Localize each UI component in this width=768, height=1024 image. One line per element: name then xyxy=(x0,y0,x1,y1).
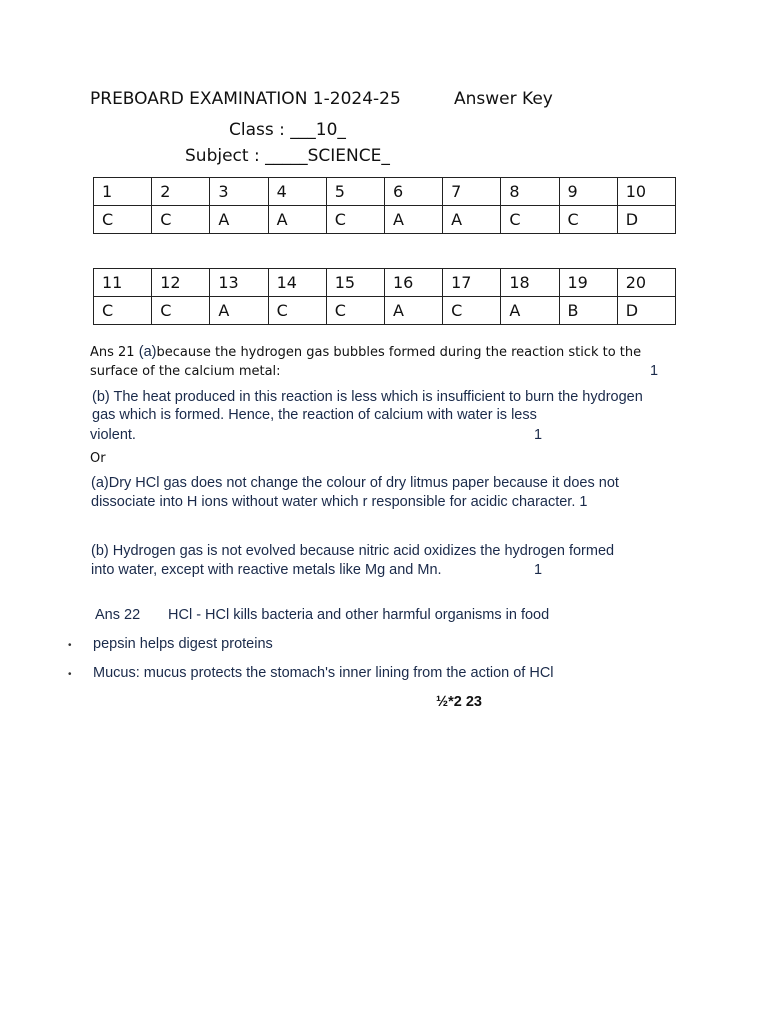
class-line: Class : ___10_ xyxy=(229,120,346,140)
answer-cell: B xyxy=(559,297,617,325)
ans21-b-line1: (b) The heat produced in this reaction is less which is insufficient to burn the hydrogen xyxy=(92,389,643,405)
ans21-a-mark: 1 xyxy=(650,363,659,379)
answer-cell: C xyxy=(152,297,210,325)
question-number: 10 xyxy=(617,178,675,206)
question-number: 4 xyxy=(268,178,326,206)
ans21-alt-b-line2: into water, except with reactive metals like Mg and Mn. xyxy=(91,562,442,578)
answer-cell: A xyxy=(384,206,442,234)
answer-key-label: Answer Key xyxy=(454,89,553,109)
ans21-a-line2: surface of the calcium metal: xyxy=(90,364,281,379)
answer-cell: C xyxy=(152,206,210,234)
ans21-b-line3: violent. xyxy=(90,427,136,443)
exam-title: PREBOARD EXAMINATION 1-2024-25 xyxy=(90,89,401,109)
question-number: 3 xyxy=(210,178,268,206)
question-number: 12 xyxy=(152,269,210,297)
question-number: 9 xyxy=(559,178,617,206)
answer-cell: C xyxy=(268,297,326,325)
subject-line: Subject : _____SCIENCE_ xyxy=(185,146,390,166)
question-number: 2 xyxy=(152,178,210,206)
ans22-bullet2: Mucus: mucus protects the stomach's inner lining from the action of HCl xyxy=(93,665,554,681)
answer-cell: A xyxy=(210,297,268,325)
question-number: 1 xyxy=(94,178,152,206)
question-number: 18 xyxy=(501,269,559,297)
ans21-b-mark: 1 xyxy=(534,427,543,443)
answer-cell: C xyxy=(501,206,559,234)
question-number: 19 xyxy=(559,269,617,297)
ans21-b-line2: gas which is formed. Hence, the reaction of calcium with water is less xyxy=(92,407,537,423)
question-number: 20 xyxy=(617,269,675,297)
answer-row xyxy=(94,206,676,234)
question-number: 6 xyxy=(384,178,442,206)
question-number: 17 xyxy=(443,269,501,297)
ans21-a-prefix: (a) xyxy=(138,344,157,360)
answer-row xyxy=(94,297,676,325)
answer-cell: D xyxy=(617,206,675,234)
or-separator: Or xyxy=(90,451,106,466)
answer-cell: A xyxy=(268,206,326,234)
ans22-label: Ans 22 xyxy=(95,607,141,623)
answer-cell: C xyxy=(559,206,617,234)
ans21-alt-a-line1: (a)Dry HCl gas does not change the colour of dry litmus paper because it does not xyxy=(91,475,619,491)
answer-cell: A xyxy=(501,297,559,325)
answer-cell: A xyxy=(443,206,501,234)
answer-cell: C xyxy=(326,297,384,325)
answer-cell: C xyxy=(326,206,384,234)
ans21-alt-a-line2: dissociate into H ions without water which r responsible for acidic character. 1 xyxy=(91,494,588,510)
answer-table-1 xyxy=(93,177,676,234)
answer-cell: C xyxy=(443,297,501,325)
question-number: 13 xyxy=(210,269,268,297)
question-number: 11 xyxy=(94,269,152,297)
question-number: 8 xyxy=(501,178,559,206)
answer-cell: C xyxy=(94,297,152,325)
question-number-row xyxy=(94,178,676,206)
ans22-marks: ½*2 23 xyxy=(436,694,482,710)
answer-cell: A xyxy=(384,297,442,325)
ans22-bullet1: pepsin helps digest proteins xyxy=(93,636,273,652)
ans21-alt-b-line1: (b) Hydrogen gas is not evolved because nitric acid oxidizes the hydrogen formed xyxy=(91,543,615,559)
question-number: 16 xyxy=(384,269,442,297)
ans21-alt-b-mark: 1 xyxy=(534,562,543,578)
answer-cell: D xyxy=(617,297,675,325)
answer-table-2 xyxy=(93,268,676,325)
question-number: 15 xyxy=(326,269,384,297)
answer-cell: A xyxy=(210,206,268,234)
question-number: 5 xyxy=(326,178,384,206)
ans21-a-line1 xyxy=(90,344,641,360)
ans21-label: Ans 21 xyxy=(90,345,135,360)
question-number: 7 xyxy=(443,178,501,206)
answer-cell: C xyxy=(94,206,152,234)
ans21-a-text: because the hydrogen gas bubbles formed during the reaction stick to the xyxy=(156,345,642,360)
ans22-line1: HCl - HCl kills bacteria and other harmful organisms in food xyxy=(168,607,550,623)
bullet-icon: • xyxy=(68,640,72,651)
question-number-row xyxy=(94,269,676,297)
question-number: 14 xyxy=(268,269,326,297)
bullet-icon: • xyxy=(68,669,72,680)
